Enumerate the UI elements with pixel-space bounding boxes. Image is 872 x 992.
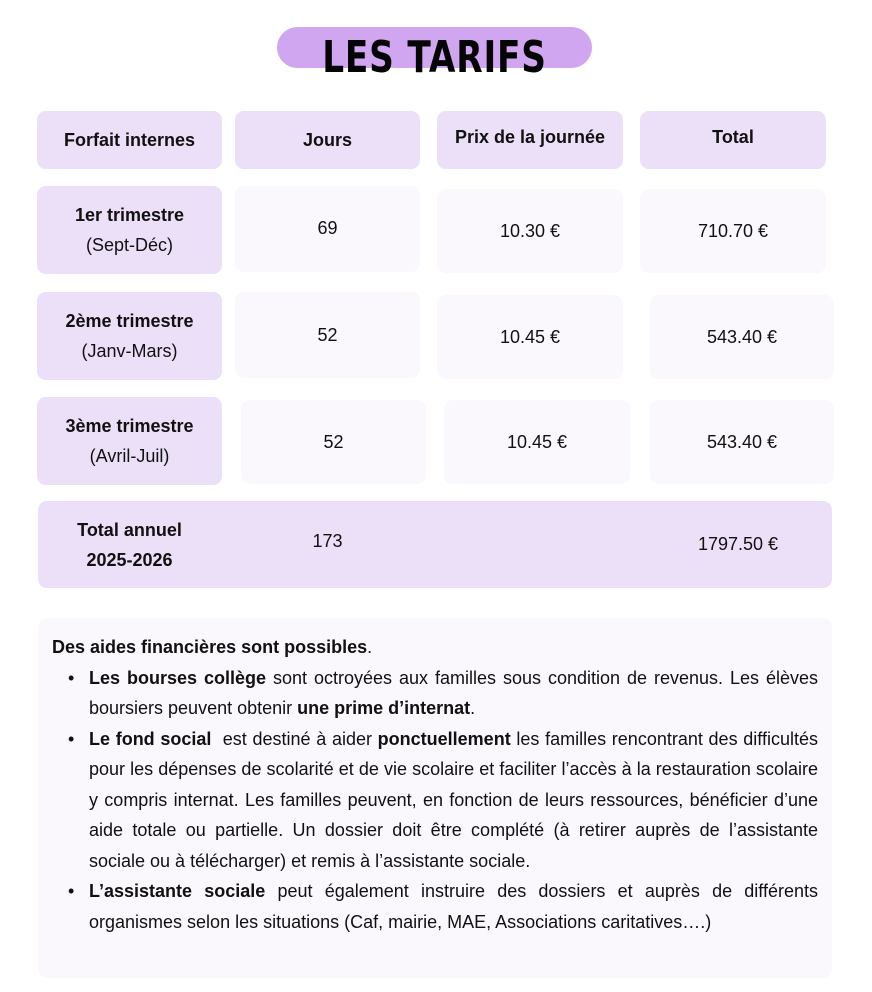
bullet-icon: •	[68, 728, 75, 749]
aide-term: Les bourses collège	[89, 667, 267, 688]
total-label-line1: Total annuel	[77, 520, 182, 540]
cell-prix-t3	[444, 400, 630, 484]
aide-term: une prime d’internat	[297, 698, 471, 718]
aides-item-fond-social	[68, 724, 818, 877]
header-label: Total	[712, 127, 754, 147]
header-jours	[235, 111, 420, 169]
cell-value: 543.40 €	[706, 327, 778, 347]
row-sublabel: (Sept-Déc)	[85, 235, 174, 255]
row-label: 1er trimestre	[74, 205, 185, 225]
header-total	[640, 111, 826, 169]
cell-prix-t2	[437, 295, 623, 379]
row-label-t3	[37, 397, 222, 485]
header-label: Forfait internes	[63, 130, 196, 150]
aide-text: est destiné à aider	[211, 728, 378, 749]
cell-jours-t3	[241, 400, 426, 484]
total-jours: 173	[312, 531, 343, 551]
aide-term: Le fond social	[89, 728, 212, 749]
aide-term: L’assistante sociale	[89, 881, 266, 901]
row-label: 3ème trimestre	[65, 416, 194, 436]
row-sublabel: (Avril-Juil)	[89, 446, 170, 466]
row-label: 2ème trimestre	[65, 311, 194, 331]
aides-item-assistante	[68, 876, 819, 937]
aide-text: peut également instruire des dossiers et auprès de différents organismes selon les situations (Caf, mairie, MAE, Associations caritatives….)	[89, 881, 819, 932]
cell-total-t1	[640, 189, 826, 273]
cell-prix-t1	[437, 189, 623, 273]
row-sublabel: (Janv-Mars)	[81, 341, 178, 361]
aides-intro	[52, 632, 818, 663]
header-label: Prix de la journée	[454, 127, 606, 147]
cell-value: 710.70 €	[697, 221, 769, 241]
header-label: Jours	[302, 130, 353, 150]
aides-item-bourses	[68, 663, 818, 724]
page-title: LES TARIFS	[322, 32, 547, 83]
bullet-icon: •	[68, 667, 75, 688]
total-label-line2: 2025-2026	[86, 550, 173, 570]
cell-value: 69	[317, 218, 338, 238]
aide-text: .	[470, 698, 476, 718]
total-amount: 1797.50 €	[697, 534, 779, 554]
aide-text: sont octroyées aux familles sous condition de revenus. Les élèves boursiers peuvent obtenir	[89, 667, 818, 718]
cell-value: 10.45 €	[499, 327, 561, 347]
bullet-icon: •	[68, 881, 75, 901]
header-forfait	[37, 111, 222, 169]
total-label	[37, 515, 222, 575]
row-label-t2	[37, 292, 222, 380]
cell-value: 52	[323, 432, 344, 452]
aide-text: les familles rencontrant des difficultés pour les dépenses de scolarité et de vie scolaire et faciliter l’accès à la restauration scolaire y compris internat. Les familles peuvent, en fonction de leurs ressources, bénéficier d’une aide totale ou partielle. Un dossier doit être complété (à retirer auprès de l’assistante sociale ou à télécharger) et remis à l’assistante sociale.	[89, 728, 818, 871]
cell-value: 52	[317, 325, 338, 345]
cell-jours-t1	[235, 186, 420, 272]
cell-value: 10.30 €	[499, 221, 561, 241]
cell-total-t2	[650, 295, 834, 379]
row-label-t1	[37, 186, 222, 274]
cell-value: 543.40 €	[706, 432, 778, 452]
cell-total-t3	[650, 400, 834, 484]
aides-intro-bold: Des aides financières sont possibles	[52, 637, 368, 657]
aides-intro-end: .	[367, 637, 373, 657]
aide-term: ponctuellement	[377, 728, 511, 749]
header-prix	[437, 111, 623, 169]
aides-list	[52, 663, 818, 938]
cell-jours-t2	[235, 292, 420, 378]
aides-box	[38, 618, 832, 978]
cell-value: 10.45 €	[506, 432, 568, 452]
